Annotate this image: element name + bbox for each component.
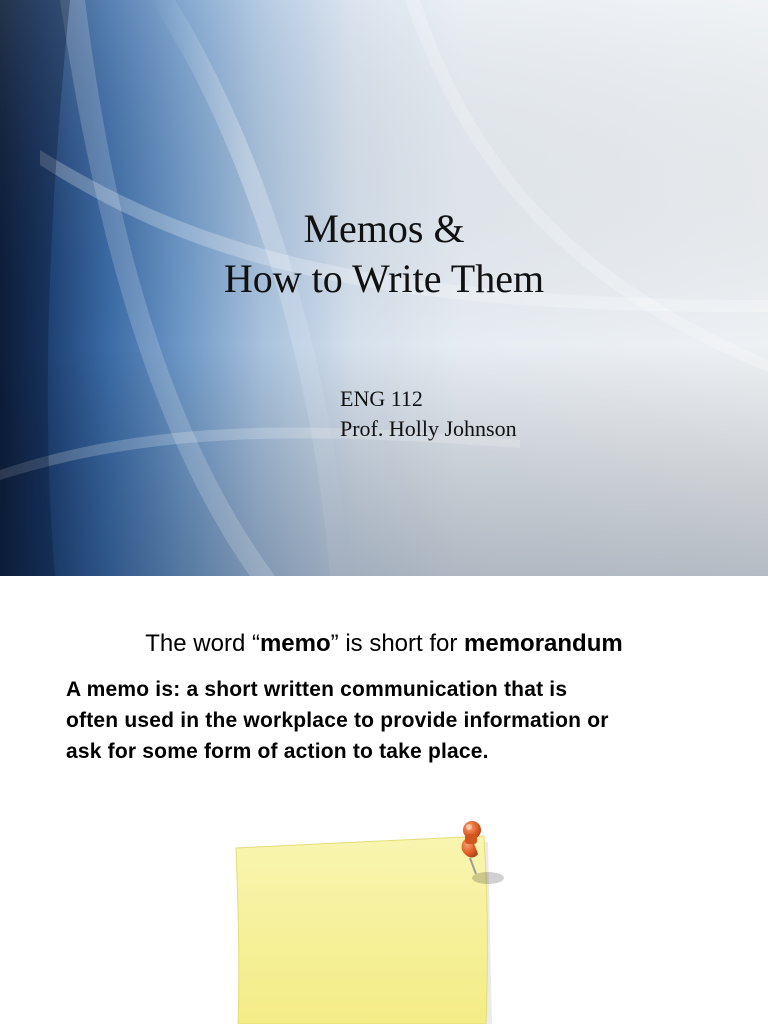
slide-headline — [0, 628, 768, 660]
definition-slide — [0, 576, 768, 1024]
instructor-name: Prof. Holly Johnson — [340, 416, 517, 441]
title-line-1: Memos & — [303, 206, 465, 251]
slide-title — [0, 204, 768, 304]
slide-subtitle — [340, 384, 517, 444]
sticky-note-illustration — [226, 820, 526, 1024]
title-line-2: How to Write Them — [223, 256, 545, 301]
headline-part-2: ” is short for — [330, 630, 465, 657]
definition-line-2: often used in the workplace to provide information or — [66, 709, 609, 732]
headline-bold-memorandum: memorandum — [464, 630, 623, 657]
memo-definition — [66, 674, 746, 767]
headline-part-1: The word “ — [145, 630, 260, 657]
headline-bold-memo: memo — [259, 630, 331, 657]
pin-shadow — [472, 872, 504, 884]
sticky-note-paper — [236, 836, 487, 1024]
course-code: ENG 112 — [340, 386, 423, 411]
definition-line-3: ask for some form of action to take place. — [66, 740, 489, 763]
definition-line-1: A memo is: a short written communication that is — [66, 678, 568, 701]
